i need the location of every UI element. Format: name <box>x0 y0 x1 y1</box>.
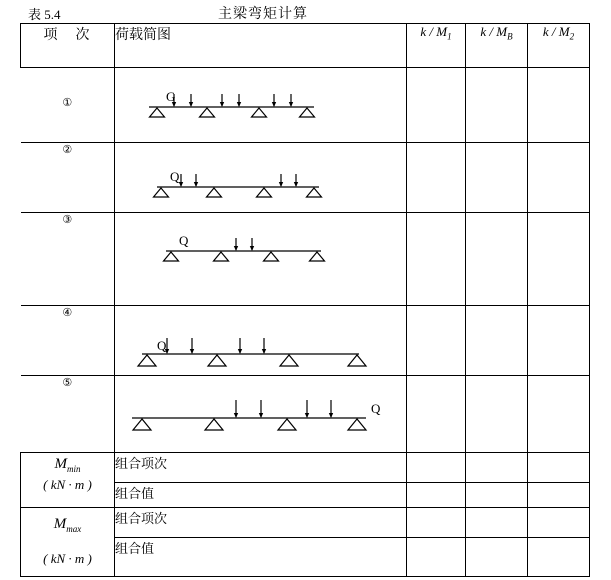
value-cell-empty <box>407 538 466 577</box>
value-cell-empty <box>528 306 590 376</box>
svg-text:G: G <box>166 89 176 104</box>
svg-text:Q: Q <box>179 233 189 248</box>
m-max-unit: ( kN · m ) <box>43 551 92 566</box>
k-mb-base: k / M <box>480 24 508 39</box>
value-cell-empty <box>466 376 528 453</box>
m-max-combination-value-label: 组合值 <box>115 538 407 577</box>
table-caption: 主梁弯矩计算 <box>218 7 308 22</box>
load-diagram-cell-3 <box>115 213 407 306</box>
m-min-label-cell <box>21 453 115 508</box>
load-case-row-5 <box>21 376 590 453</box>
value-cell-empty <box>407 483 466 508</box>
beam-diagram-3 <box>115 213 405 304</box>
moment-calculation-table <box>20 23 590 577</box>
svg-text:Q: Q <box>157 338 167 353</box>
value-cell-empty <box>407 68 466 143</box>
header-k-m1 <box>407 24 466 68</box>
m-min-unit: ( kN · m ) <box>43 477 92 492</box>
beam-diagram-5 <box>115 376 405 451</box>
m-min-base: M <box>54 456 67 472</box>
m-min-combination-item-label: 组合项次 <box>115 453 407 483</box>
value-cell-empty <box>407 213 466 306</box>
value-cell-empty <box>528 538 590 577</box>
value-cell-empty <box>528 213 590 306</box>
item-number-2: ② <box>21 143 115 213</box>
table-number: 表 5.4 <box>28 7 61 22</box>
m-max-combination-items-row <box>21 508 590 538</box>
m-min-combination-items-row <box>21 453 590 483</box>
value-cell-empty <box>528 376 590 453</box>
k-m1-sub: 1 <box>447 31 452 42</box>
load-case-row-1 <box>21 68 590 143</box>
m-max-combination-item-label: 组合项次 <box>115 508 407 538</box>
m-max-subscript: max <box>66 524 82 534</box>
load-diagram-cell-1 <box>115 68 407 143</box>
k-m1-base: k / M <box>420 24 448 39</box>
value-cell-empty <box>466 508 528 538</box>
value-cell-empty <box>407 453 466 483</box>
value-cell-empty <box>466 483 528 508</box>
m-max-base: M <box>53 516 67 532</box>
header-k-m2 <box>528 24 590 68</box>
m-min-combination-value-label: 组合值 <box>115 483 407 508</box>
value-cell-empty <box>466 143 528 213</box>
value-cell-empty <box>466 453 528 483</box>
value-cell-empty <box>407 306 466 376</box>
header-item-col: 项 次 <box>21 24 115 68</box>
title-bar <box>0 0 611 23</box>
load-diagram-cell-5 <box>115 376 407 453</box>
load-diagram-cell-2 <box>115 143 407 213</box>
m-max-label-cell <box>21 508 115 577</box>
value-cell-empty <box>466 538 528 577</box>
header-row <box>21 24 590 68</box>
m-max-symbol <box>21 516 114 534</box>
m-min-symbol <box>21 456 114 474</box>
item-number-4: ④ <box>21 306 115 376</box>
load-case-row-4 <box>21 306 590 376</box>
k-mb-sub: B <box>507 31 513 42</box>
value-cell-empty <box>528 143 590 213</box>
svg-text:Q: Q <box>371 401 381 416</box>
load-diagram-cell-4 <box>115 306 407 376</box>
value-cell-empty <box>528 508 590 538</box>
load-case-row-2 <box>21 143 590 213</box>
m-min-subscript: min <box>67 464 81 474</box>
beam-diagram-2 <box>115 143 405 211</box>
item-number-5: ⑤ <box>21 376 115 453</box>
value-cell-empty <box>407 508 466 538</box>
value-cell-empty <box>407 143 466 213</box>
value-cell-empty <box>466 213 528 306</box>
header-diagram-col: 荷载简图 <box>115 24 407 68</box>
beam-diagram-1 <box>115 68 405 141</box>
value-cell-empty <box>528 453 590 483</box>
beam-diagram-4 <box>115 306 405 374</box>
value-cell-empty <box>528 68 590 143</box>
value-cell-empty <box>528 483 590 508</box>
item-number-3: ③ <box>21 213 115 306</box>
svg-text:Q: Q <box>170 169 180 184</box>
k-m2-base: k / M <box>542 24 570 39</box>
load-case-row-3 <box>21 213 590 306</box>
item-number-1: ① <box>21 68 115 143</box>
k-m2-sub: 2 <box>569 31 575 42</box>
header-k-mb <box>466 24 528 68</box>
value-cell-empty <box>466 68 528 143</box>
value-cell-empty <box>407 376 466 453</box>
value-cell-empty <box>466 306 528 376</box>
